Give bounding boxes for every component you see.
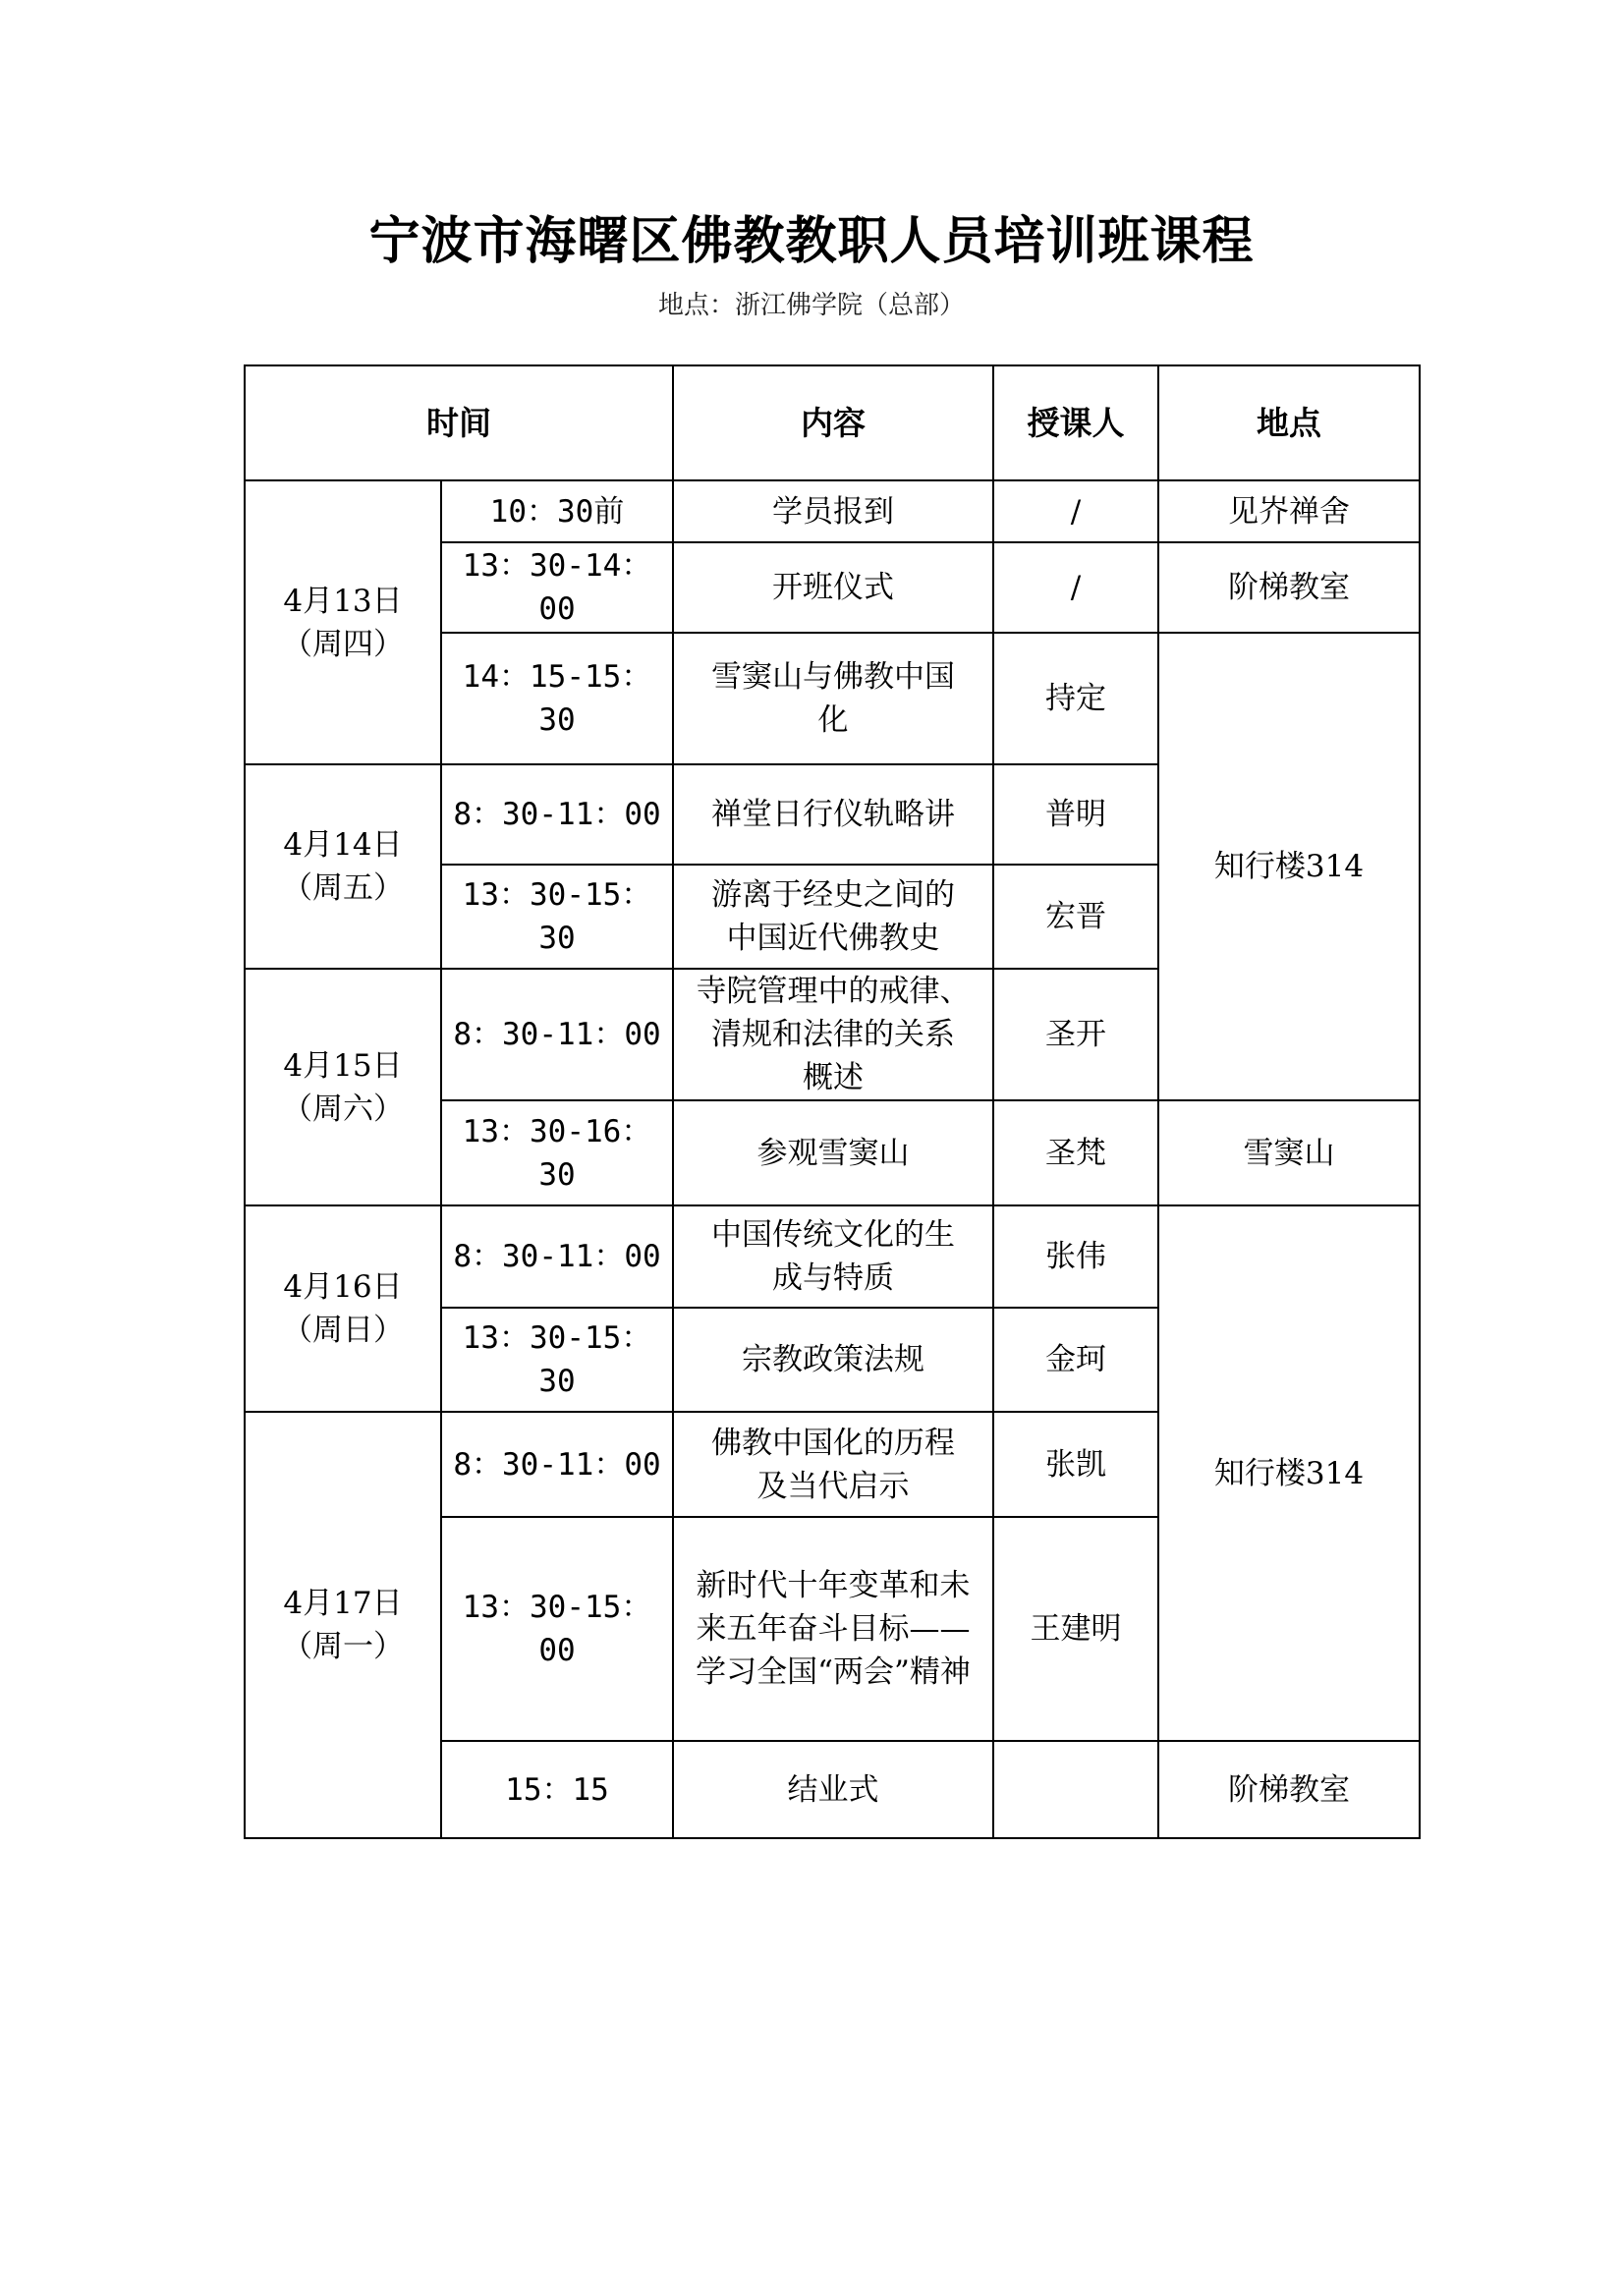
session-content: 新时代十年变革和未 来五年奋斗目标—— 学习全国“两会”精神: [673, 1517, 993, 1741]
day-date: 4月15日: [283, 1047, 403, 1084]
session-lecturer: [993, 1741, 1158, 1838]
header-time: 时间: [245, 365, 673, 480]
session-content: 游离于经史之间的 中国近代佛教史: [673, 865, 993, 969]
session-content: 佛教中国化的历程 及当代启示: [673, 1412, 993, 1517]
session-lecturer: 圣开: [993, 969, 1158, 1100]
day-date: 4月13日: [283, 583, 403, 619]
day-weekday: （周五）: [282, 870, 404, 906]
session-lecturer: 圣梵: [993, 1100, 1158, 1205]
session-lecturer: 持定: [993, 633, 1158, 764]
day-weekday: （周四）: [282, 626, 404, 662]
session-lecturer: 张凯: [993, 1412, 1158, 1517]
session-time: 15：15: [441, 1741, 673, 1838]
session-location: 知行楼314: [1158, 1205, 1420, 1741]
session-time: 8：30-11：00: [441, 969, 673, 1100]
session-location: 阶梯教室: [1158, 1741, 1420, 1838]
day-date: 4月16日: [283, 1269, 403, 1305]
header-lecturer: 授课人: [993, 365, 1158, 480]
session-location: 知行楼314: [1158, 633, 1420, 1100]
session-content: 雪窦山与佛教中国 化: [673, 633, 993, 764]
session-lecturer: 金珂: [993, 1308, 1158, 1412]
page-title: 宁波市海曙区佛教教职人员培训班课程: [368, 211, 1255, 271]
session-time: 13：30-15：30: [441, 1308, 673, 1412]
session-time: 13：30-15：00: [441, 1517, 673, 1741]
day-date: 4月14日: [283, 827, 403, 863]
session-content: 禅堂日行仪轨略讲: [673, 764, 993, 865]
session-time: 13：30-14：00: [441, 542, 673, 633]
day-cell: [245, 969, 441, 1205]
day-weekday: （周日）: [282, 1313, 404, 1348]
session-location: 见岕禅舍: [1158, 480, 1420, 542]
session-time: 10：30前: [441, 480, 673, 542]
day-cell: [245, 480, 441, 764]
session-time: 8：30-11：00: [441, 764, 673, 865]
session-content: 结业式: [673, 1741, 993, 1838]
session-time: 13：30-16：30: [441, 1100, 673, 1205]
session-lecturer: /: [993, 542, 1158, 633]
session-lecturer: 张伟: [993, 1205, 1158, 1308]
session-lecturer: 王建明: [993, 1517, 1158, 1741]
header-content: 内容: [673, 365, 993, 480]
session-time: 8：30-11：00: [441, 1412, 673, 1517]
header-location: 地点: [1158, 365, 1420, 480]
table-row: [245, 1205, 1420, 1308]
page-subtitle: 地点：浙江佛学院（总部）: [657, 291, 965, 320]
session-time: 8：30-11：00: [441, 1205, 673, 1308]
day-cell: [245, 1205, 441, 1412]
schedule-table: [244, 364, 1421, 1839]
session-content: 开班仪式: [673, 542, 993, 633]
day-cell: [245, 1412, 441, 1838]
session-location: 雪窦山: [1158, 1100, 1420, 1205]
day-date: 4月17日: [283, 1586, 403, 1621]
session-lecturer: 宏晋: [993, 865, 1158, 969]
session-time: 14：15-15：30: [441, 633, 673, 764]
day-weekday: （周六）: [282, 1091, 404, 1127]
session-content: 中国传统文化的生 成与特质: [673, 1205, 993, 1308]
session-content: 参观雪窦山: [673, 1100, 993, 1205]
session-location: 阶梯教室: [1158, 542, 1420, 633]
session-lecturer: /: [993, 480, 1158, 542]
session-lecturer: 普明: [993, 764, 1158, 865]
header-row: [245, 365, 1420, 480]
session-content: 寺院管理中的戒律、 清规和法律的关系 概述: [673, 969, 993, 1100]
day-weekday: （周一）: [282, 1629, 404, 1664]
session-time: 13：30-15：30: [441, 865, 673, 969]
session-content: 学员报到: [673, 480, 993, 542]
table-row: [245, 480, 1420, 542]
day-cell: [245, 764, 441, 969]
session-content: 宗教政策法规: [673, 1308, 993, 1412]
